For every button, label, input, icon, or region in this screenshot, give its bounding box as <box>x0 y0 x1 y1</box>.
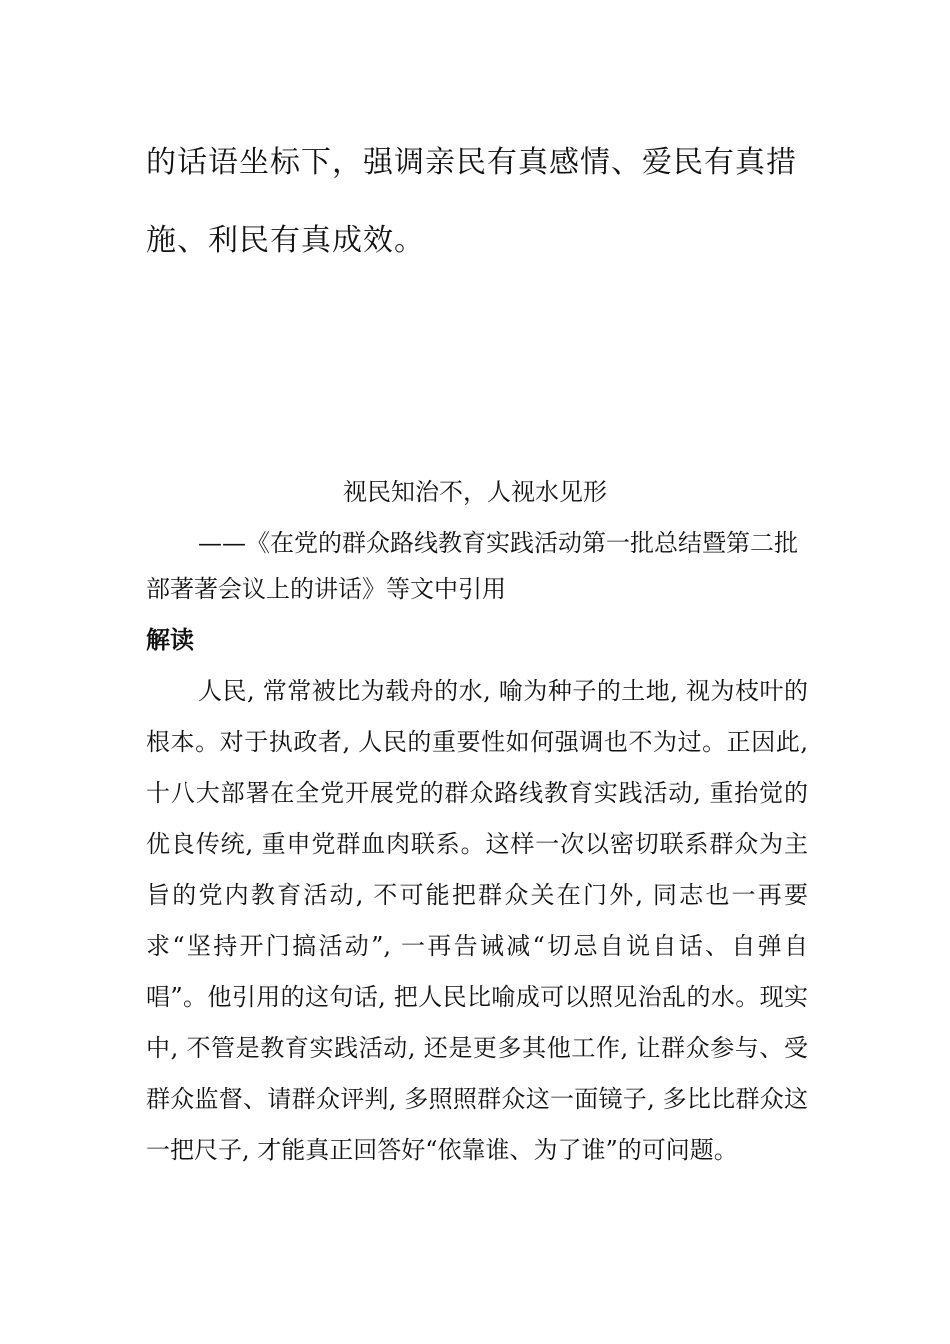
quote-title: 视民知治不，人视水见形 <box>343 478 607 506</box>
continuation-paragraph: 的话语坐标下，强调亲民有真感情、爱民有真措施、利民有真成效。 <box>146 145 797 258</box>
body-paragraph: 人民, 常常被比为载舟的水, 喻为种子的土地, 视为枝叶的根本。对于执政者, 人民的重要性如何强调也不为过。正因此, 十八大部署在全党开展党的群众路线教育实践活动, 重抬觉的优良传统, 重申党群血肉联系。这样一次以密切联系群众为主旨的党内教育活动, 不可能把群众关在门外, 同志也一再要求“坚持开门搞活动”, 一再告诫减“切忌自说自话、自弹自唱”。他引用的这句话, 把人民比喻成可以照见治乱的水。现实中, 不管是教育实践活动, 还是更多其他工作, 让群众参与、受群众监督、请群众评判, 多照照群众这一面镜子, 多比比群众这一把尺子, 才能真正回答好“依靠谁、为了谁”的可问题。 <box>146 677 808 1164</box>
section-heading: 解读 <box>146 625 194 654</box>
quote-source: ——《在党的群众路线教育实践活动第一批总结暨第二批部著著会议上的讲话》等文中引用 <box>146 529 798 603</box>
